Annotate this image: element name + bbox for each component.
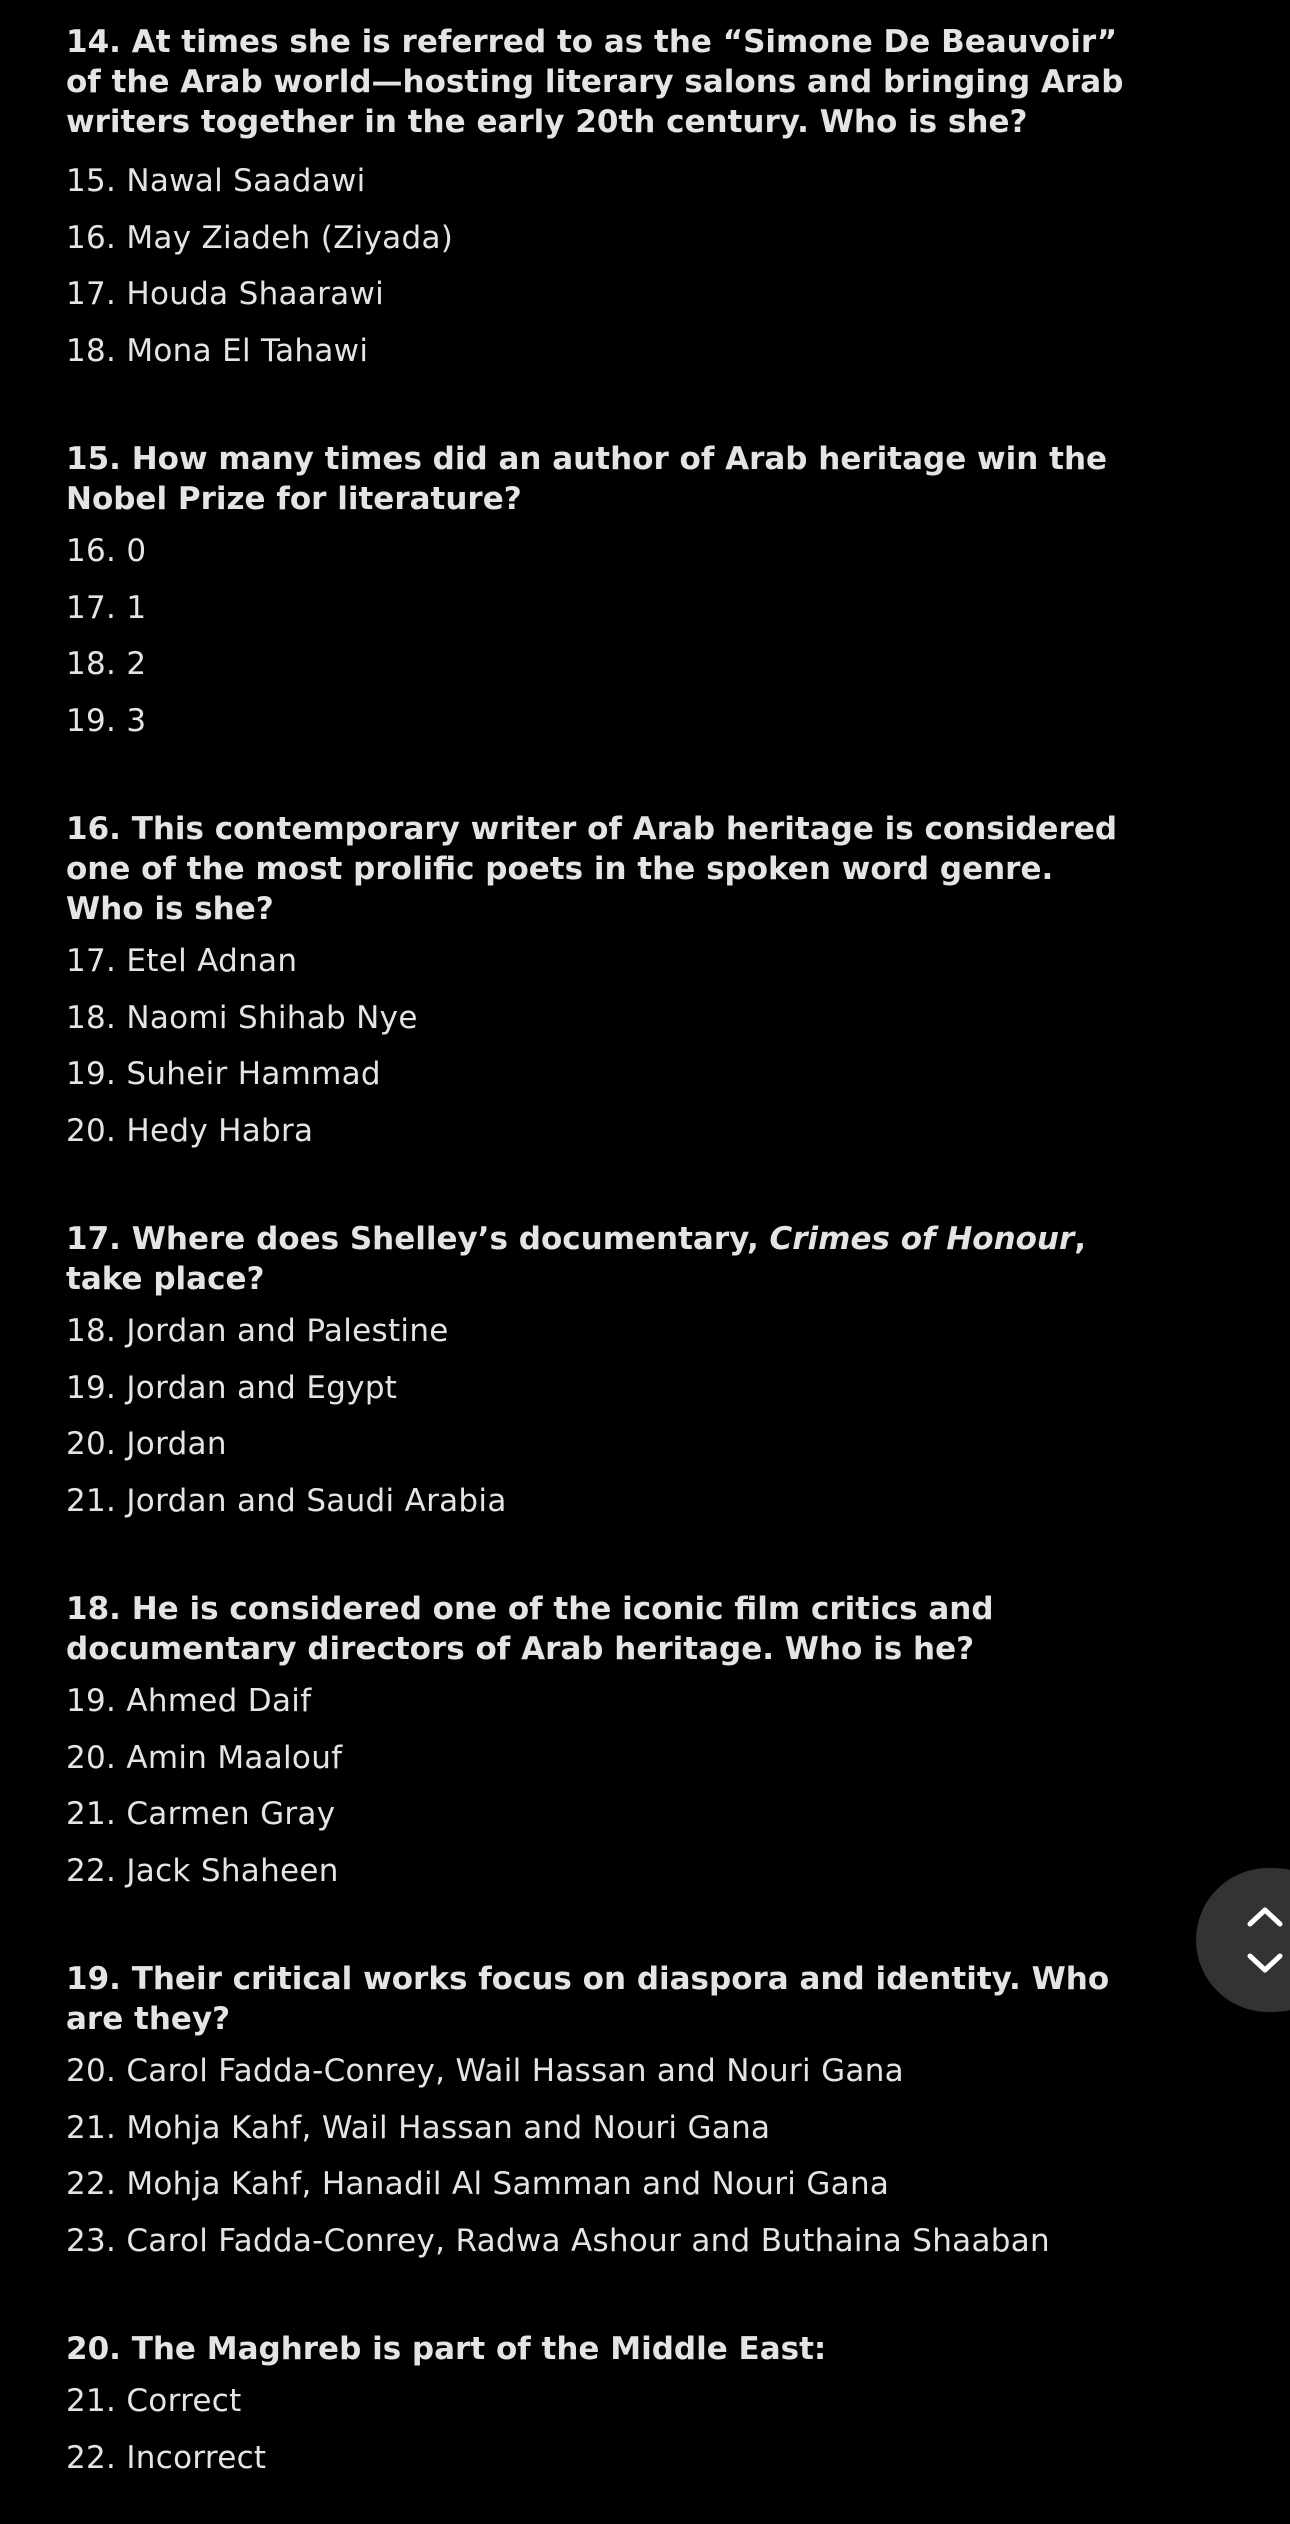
answer-option: 20. Hedy Habra (66, 1112, 314, 1149)
answer-option: 19. Suheir Hammad (66, 1056, 381, 1092)
scroll-navigation (1196, 1868, 1290, 2012)
answer-option: 18. Jordan and Palestine (66, 1313, 449, 1349)
question-text: 20. The Maghreb is part of the Middle East: (66, 2331, 827, 2367)
answer-option: 19. Jordan and Egypt (66, 1369, 398, 1406)
question-text-part: 17. Where does Shelley’s documentary, (66, 1221, 770, 1257)
answer-option: 16. May Ziadeh (Ziyada) (66, 219, 454, 256)
chevron-up-icon (1236, 1896, 1290, 1936)
answer-option: 20. Carol Fadda-Conrey, Wail Hassan and Nouri Gana (66, 2053, 904, 2089)
question-text: 18. He is considered one of the iconic film critics and documentary directors of Arab heritage. Who is he? (66, 1591, 994, 1667)
answer-option: 23. Carol Fadda-Conrey, Radwa Ashour and Buthaina Shaaban (66, 2222, 1050, 2259)
question-text (66, 1219, 1126, 1299)
answer-option: 20. Jordan (66, 1426, 227, 1462)
answer-option: 19. Ahmed Daif (66, 1683, 312, 1719)
question-text: 16. This contemporary writer of Arab heritage is considered one of the most prolific poets in the spoken word genre. Who is she? (66, 811, 1118, 927)
question-14 (66, 22, 1126, 387)
question-16 (66, 809, 1126, 1167)
question-20 (66, 2329, 1126, 2494)
question-text-part: , take place? (66, 1221, 1087, 1297)
answer-option: 21. Carmen Gray (66, 1796, 336, 1832)
answer-option: 22. Incorrect (66, 2439, 267, 2476)
answer-option: 18. Naomi Shihab Nye (66, 999, 418, 1036)
answer-option: 21. Jordan and Saudi Arabia (66, 1482, 507, 1519)
scroll-down-button[interactable] (1236, 1944, 1290, 1984)
answer-option: 15. Nawal Saadawi (66, 163, 366, 199)
answer-option: 19. 3 (66, 702, 147, 739)
answer-option: 20. Amin Maalouf (66, 1739, 343, 1776)
answer-option: 17. Houda Shaarawi (66, 276, 385, 312)
answer-option: 18. Mona El Tahawi (66, 332, 369, 369)
question-18 (66, 1589, 1126, 1907)
question-15 (66, 439, 1126, 757)
answer-option: 17. Etel Adnan (66, 943, 298, 979)
scroll-up-button[interactable] (1236, 1896, 1290, 1936)
answer-option: 22. Jack Shaheen (66, 1852, 339, 1889)
answer-option: 22. Mohja Kahf, Hanadil Al Samman and Nouri Gana (66, 2166, 890, 2202)
answer-option: 21. Mohja Kahf, Wail Hassan and Nouri Gana (66, 2109, 771, 2146)
quiz-content (66, 22, 1126, 2494)
answer-option: 17. 1 (66, 589, 147, 626)
chevron-down-icon (1236, 1944, 1290, 1984)
question-text: 14. At times she is referred to as the “Simone De Beauvoir” of the Arab world—hosting literary salons and bringing Arab writers together in the early 20th century. Who is she? (66, 24, 1124, 140)
question-text: 15. How many times did an author of Arab heritage win the Nobel Prize for literature? (66, 441, 1108, 517)
documentary-title: Crimes of Honour (769, 1221, 1075, 1257)
answer-option: 21. Correct (66, 2383, 242, 2419)
question-17 (66, 1219, 1126, 1537)
answer-option: 18. 2 (66, 646, 147, 682)
answer-option: 16. 0 (66, 533, 147, 569)
question-text: 19. Their critical works focus on diaspora and identity. Who are they? (66, 1961, 1110, 2037)
question-19 (66, 1959, 1126, 2277)
